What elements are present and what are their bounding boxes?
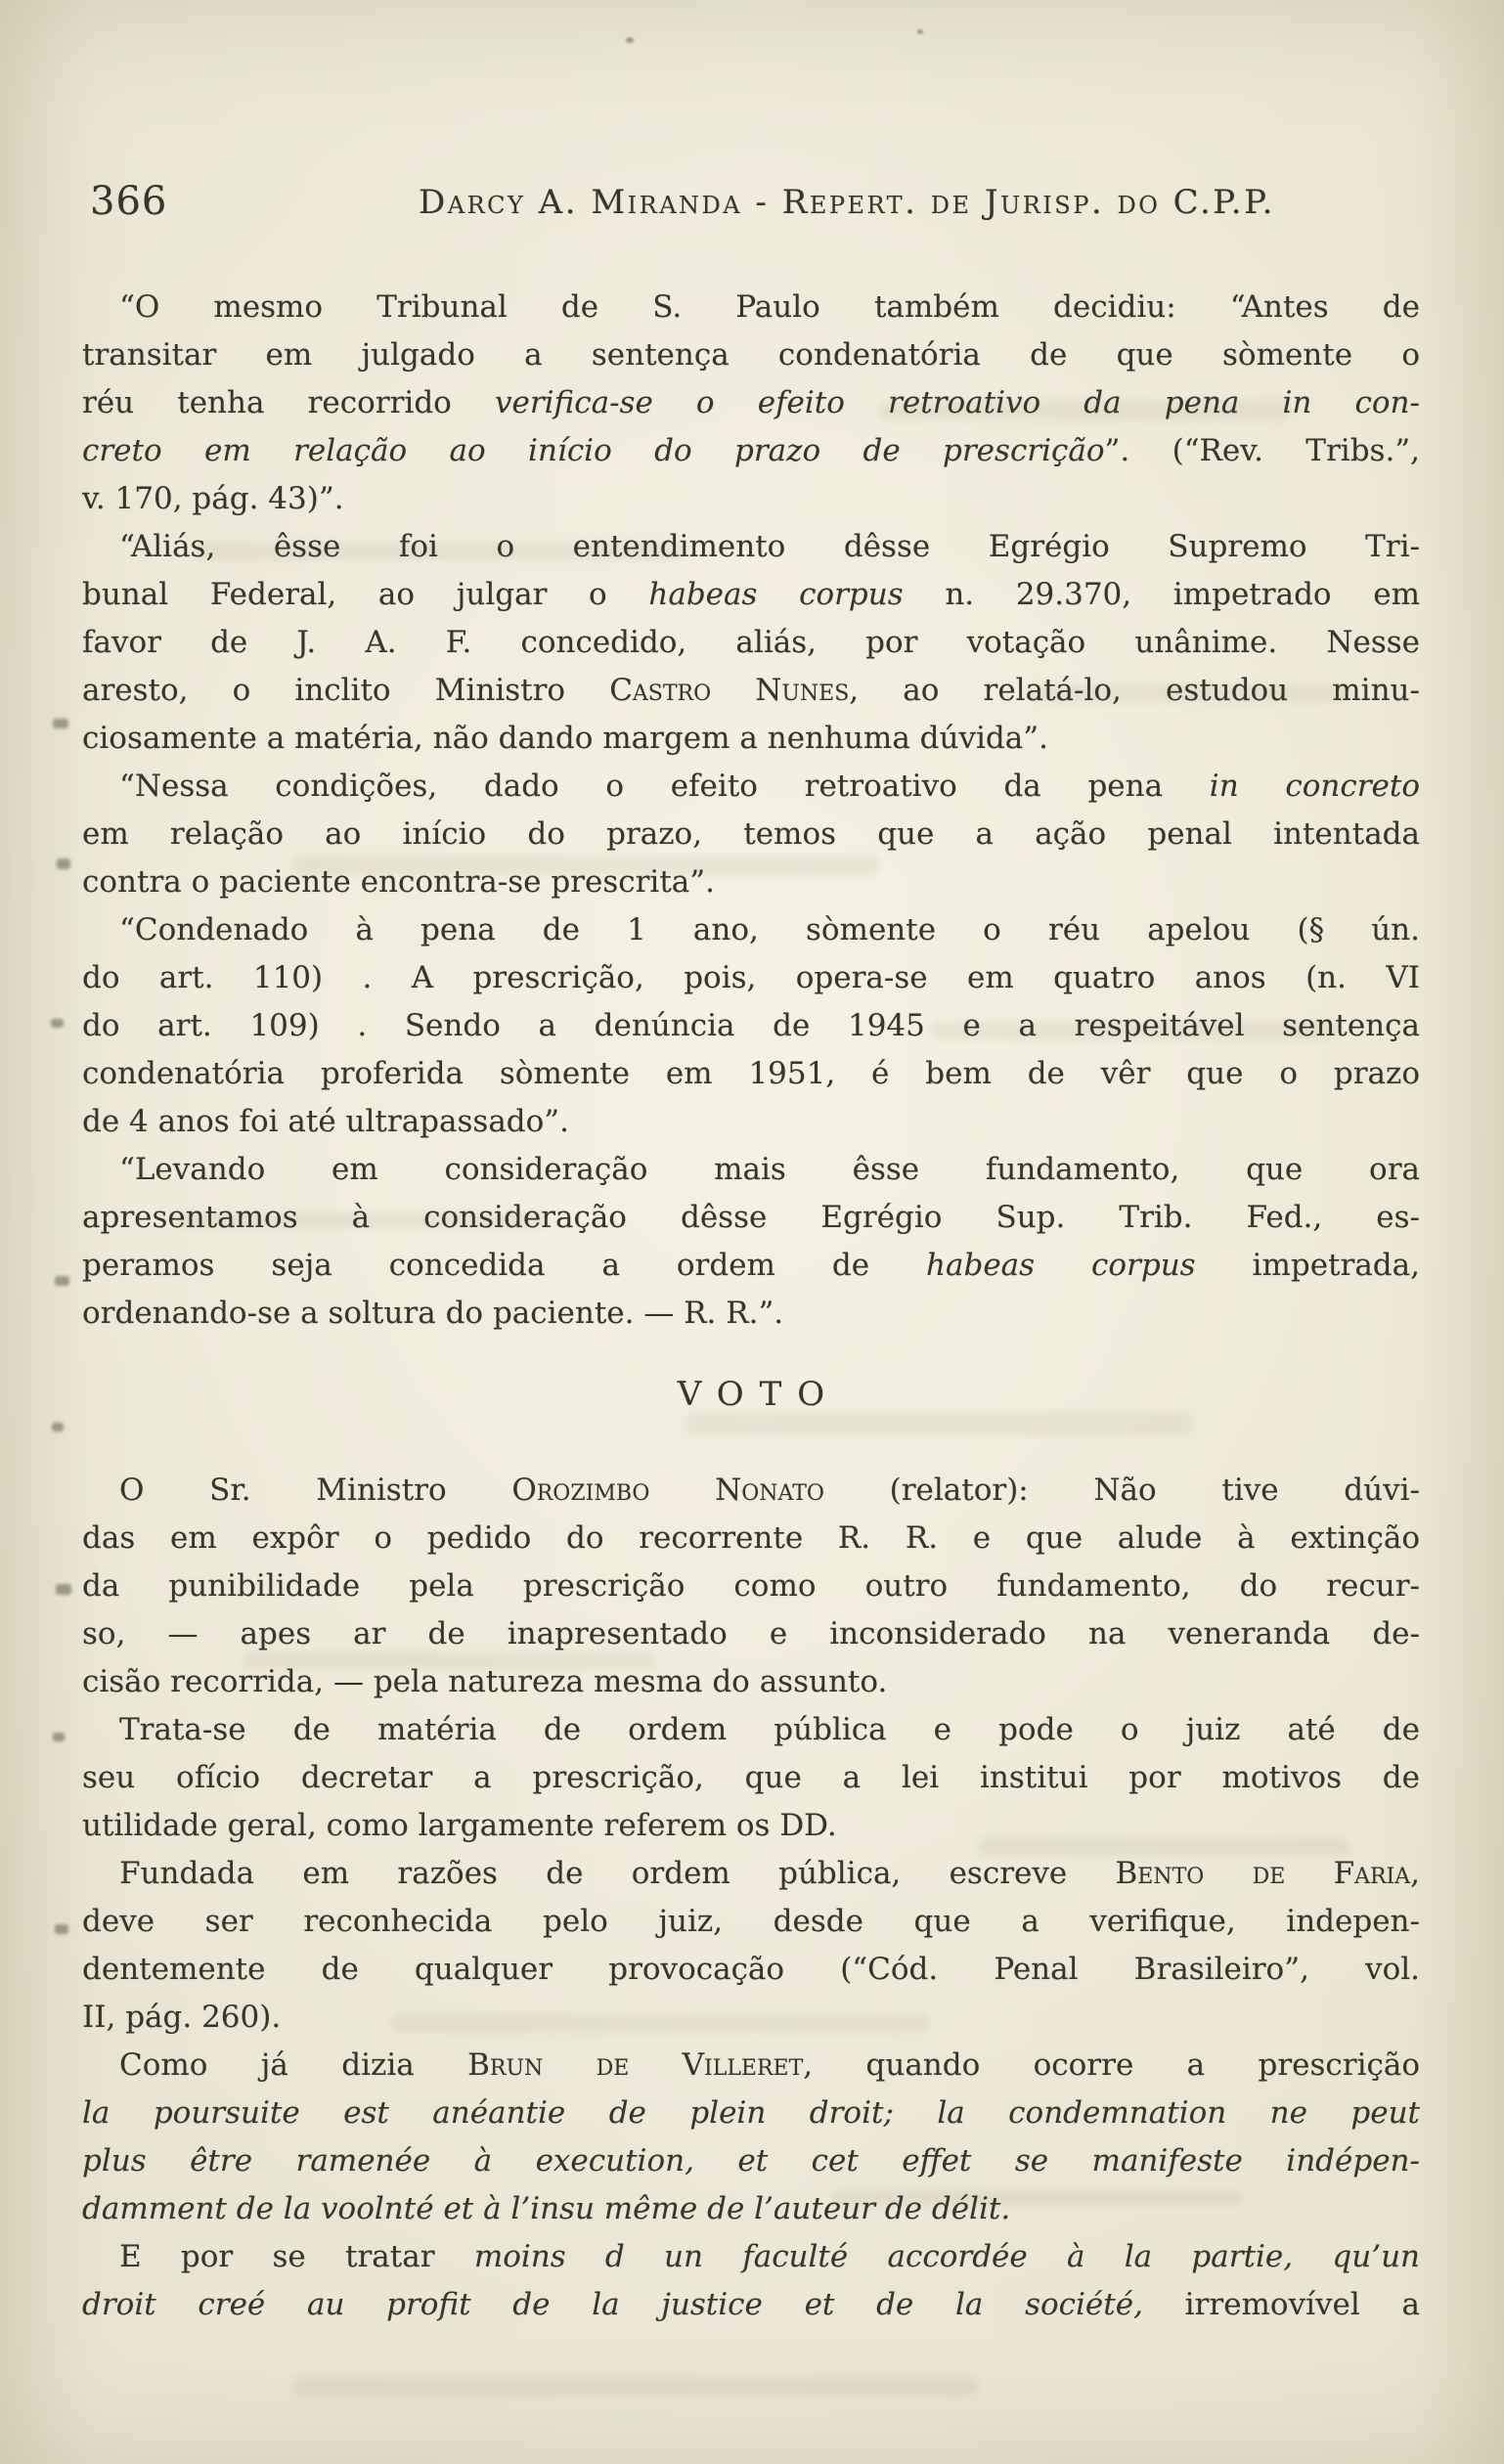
text-segment: bunal Federal, ao julgar o <box>82 577 649 612</box>
paragraph <box>82 763 1420 906</box>
text-line <box>82 1658 1420 1706</box>
text-segment: verifica-se o efeito retroativo da pena in con- <box>494 385 1420 420</box>
text-segment: (relator): Não tive dúvi- <box>823 1473 1420 1508</box>
text-line <box>82 571 1420 619</box>
text-segment: Bento de Faria <box>1115 1856 1411 1891</box>
running-title: Darcy A. Miranda - Repert. de Jurisp. do C.P.P. <box>419 183 1275 222</box>
text-segment: Castro Nunes <box>609 673 850 708</box>
text-segment: condenatória proferida sòmente em 1951, é bem de vêr que o prazo <box>82 1056 1420 1091</box>
text-line <box>82 1898 1420 1946</box>
text-segment: peramos seja concedida a ordem de <box>82 1248 927 1283</box>
scan-artifact <box>917 29 923 34</box>
text-line <box>82 1242 1420 1290</box>
text-line <box>82 1146 1420 1194</box>
text-segment: , quando ocorre a prescrição <box>803 2047 1420 2083</box>
text-segment: “O mesmo Tribunal de S. Paulo também decidiu: “Antes de <box>119 289 1420 325</box>
scan-artifact <box>53 719 68 728</box>
text-line <box>82 763 1420 811</box>
text-line <box>82 2233 1420 2281</box>
text-segment: Fundada em razões de ordem pública, escreve <box>119 1856 1116 1891</box>
paragraph <box>82 523 1420 763</box>
scan-artifact <box>51 1019 64 1028</box>
text-segment: droit creé au profit de la justice et de la société, <box>82 2287 1143 2322</box>
scan-artifact <box>52 1423 64 1431</box>
text-line <box>82 1467 1420 1515</box>
text-segment: ordenando-se a soltura do paciente. — R. R.”. <box>82 1296 784 1331</box>
text-segment: ciosamente a matéria, não dando margem a nenhuma dúvida”. <box>82 721 1048 756</box>
paragraph <box>82 1850 1420 2042</box>
text-line <box>82 427 1420 475</box>
text-line <box>82 523 1420 571</box>
text-segment: “Aliás, êsse foi o entendimento dêsse Egrégio Supremo Tri- <box>119 529 1420 564</box>
text-line <box>82 284 1420 331</box>
paragraph <box>82 284 1420 523</box>
text-segment: Trata-se de matéria de ordem pública e pode o juiz até de <box>119 1712 1420 1747</box>
scan-artifact <box>56 1584 71 1595</box>
text-segment: “Levando em consideração mais êsse fundamento, que ora <box>119 1152 1420 1187</box>
text-segment: v. 170, pág. 43)”. <box>82 481 344 516</box>
paragraph <box>82 2042 1420 2233</box>
text-line <box>82 1946 1420 1994</box>
text-segment: , <box>1410 1856 1420 1891</box>
text-line <box>82 2042 1420 2090</box>
text-segment: in concreto <box>1209 769 1421 804</box>
paragraph <box>82 1467 1420 1706</box>
text-line <box>82 1706 1420 1754</box>
scan-artifact <box>55 1924 68 1934</box>
text-segment: “Nessa condições, dado o efeito retroativo da pena <box>119 769 1210 804</box>
scan-artifact <box>53 1733 65 1741</box>
text-segment: habeas corpus <box>648 577 904 612</box>
text-line <box>82 379 1420 427</box>
text-segment: do art. 110) . A prescrição, pois, opera-se em quatro anos (n. VI <box>82 960 1420 995</box>
text-line <box>82 1290 1420 1338</box>
text-segment: da punibilidade pela prescrição como outro fundamento, do recur- <box>82 1568 1420 1604</box>
text-segment: la poursuite est anéantie de plein droit; la condemnation ne peut <box>82 2095 1420 2131</box>
running-header <box>0 179 1504 224</box>
text-segment: contra o paciente encontra-se prescrita”. <box>82 864 715 900</box>
text-segment: II, pág. 260). <box>82 2000 282 2035</box>
text-segment: dentemente de qualquer provocação (“Cód. Penal Brasileiro”, vol. <box>82 1952 1420 1987</box>
text-segment: E por se tratar <box>119 2239 474 2274</box>
section-heading-voto: VOTO <box>677 1375 841 1414</box>
text-segment: moins d un faculté accordée à la partie, qu’un <box>473 2239 1420 2274</box>
scan-artifact <box>55 1276 69 1286</box>
body-after-heading <box>82 1467 1420 2329</box>
paragraph <box>82 1706 1420 1850</box>
text-segment: réu tenha recorrido <box>82 385 495 420</box>
text-line <box>82 475 1420 523</box>
text-segment: de 4 anos foi até ultrapassado”. <box>82 1104 570 1139</box>
scan-artifact <box>57 858 70 869</box>
text-segment: so, — apes ar de inapresentado e inconsiderado na veneranda de- <box>82 1616 1420 1651</box>
text-line <box>82 1002 1420 1050</box>
text-line <box>82 1562 1420 1610</box>
text-line <box>82 2281 1420 2329</box>
text-line <box>82 619 1420 667</box>
paragraph <box>82 906 1420 1146</box>
text-segment: Orozimbo Nonato <box>511 1473 824 1508</box>
text-segment: “Condenado à pena de 1 ano, sòmente o réu apelou (§ ún. <box>119 912 1420 947</box>
text-line <box>82 1515 1420 1562</box>
text-line <box>82 1610 1420 1658</box>
text-segment: creto em relação ao início do prazo de prescrição <box>82 433 1105 468</box>
text-line <box>82 1050 1420 1098</box>
text-line <box>82 1802 1420 1850</box>
text-line <box>82 2090 1420 2137</box>
text-segment: em relação ao início do prazo, temos que a ação penal intentada <box>82 816 1420 852</box>
text-line <box>82 1994 1420 2042</box>
text-line <box>82 906 1420 954</box>
text-segment: plus être ramenée à execution, et cet effet se manifeste indépen- <box>82 2143 1420 2178</box>
text-line <box>82 811 1420 858</box>
text-line <box>82 2185 1420 2233</box>
text-line <box>82 954 1420 1002</box>
text-segment: ”. (“Rev. Tribs.”, <box>1104 433 1420 468</box>
text-line <box>82 667 1420 715</box>
text-segment: cisão recorrida, — pela natureza mesma do assunto. <box>82 1664 888 1699</box>
text-segment: favor de J. A. F. concedido, aliás, por votação unânime. Nesse <box>82 625 1420 660</box>
text-line <box>82 1850 1420 1898</box>
text-segment: transitar em julgado a sentença condenatória de que sòmente o <box>82 337 1420 373</box>
text-segment: Brun de Villeret <box>467 2047 804 2083</box>
text-segment: habeas corpus <box>926 1248 1196 1283</box>
body-before-heading <box>82 284 1420 1338</box>
text-segment: O Sr. Ministro <box>119 1473 512 1508</box>
text-segment: damment de la voolnté et à l’insu même de l’auteur de délit. <box>82 2191 1011 2226</box>
text-segment: deve ser reconhecida pelo juiz, desde que a verifique, indepen- <box>82 1904 1420 1939</box>
scan-artifact <box>626 37 634 43</box>
text-segment: do art. 109) . Sendo a denúncia de 1945 e a respeitável sentença <box>82 1008 1420 1043</box>
text-segment: Como já dizia <box>119 2047 468 2083</box>
paragraph <box>82 2233 1420 2329</box>
text-column <box>82 284 1420 2329</box>
text-segment: das em expôr o pedido do recorrente R. R. e que alude à extinção <box>82 1520 1420 1556</box>
text-segment: , ao relatá-lo, estudou minu- <box>849 673 1420 708</box>
text-segment: irremovível a <box>1142 2287 1420 2322</box>
text-segment: n. 29.370, impetrado em <box>903 577 1420 612</box>
text-segment: utilidade geral, como largamente referem os DD. <box>82 1808 837 1843</box>
text-line <box>82 2137 1420 2185</box>
paragraph <box>82 1146 1420 1338</box>
text-line <box>82 1754 1420 1802</box>
scan-artifact <box>293 2376 978 2396</box>
text-line <box>82 1098 1420 1146</box>
text-line <box>82 858 1420 906</box>
text-segment: impetrada, <box>1195 1248 1420 1283</box>
text-segment: seu ofício decretar a prescrição, que a lei institui por motivos de <box>82 1760 1420 1795</box>
text-line <box>82 331 1420 379</box>
text-segment: aresto, o inclito Ministro <box>82 673 610 708</box>
text-line <box>82 1194 1420 1242</box>
page-number: 366 <box>90 179 168 224</box>
text-line <box>82 715 1420 763</box>
text-segment: apresentamos à consideração dêsse Egrégio Sup. Trib. Fed., es- <box>82 1200 1420 1235</box>
